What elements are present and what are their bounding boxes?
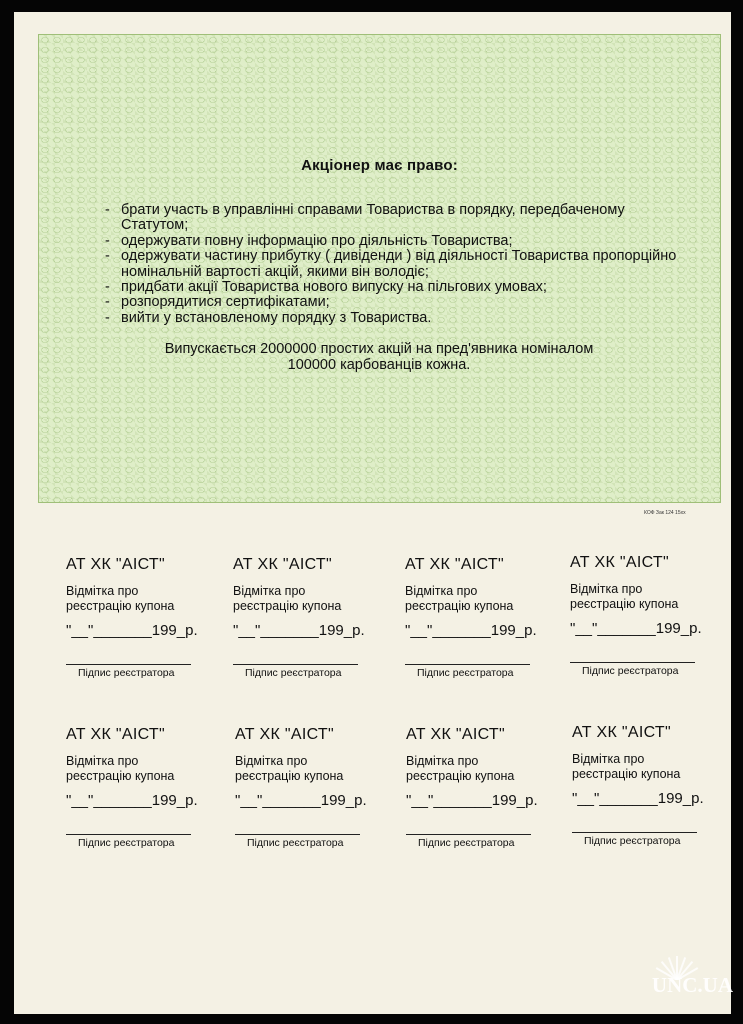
coupon-mark-line: реєстрацію купона [406,768,515,783]
emission-text [119,341,639,373]
coupon-title: АТ ХК "АІСТ" [235,726,334,743]
signature-line [406,834,531,835]
coupon [233,556,398,686]
coupon-signature-label: Підпис реєстратора [245,667,342,679]
coupon-registration-mark [233,584,341,613]
coupon-signature-label: Підпис реєстратора [584,835,681,847]
coupon-mark-line: Відмітка про [66,754,139,768]
rights-item: - придбати акції Товариства нового випуску на пільгових умовах; [105,280,685,295]
rights-item: - вийти у встановленому порядку з Товариства. [105,311,685,326]
coupon-mark-line: реєстрацію купона [233,598,342,613]
coupon-title: АТ ХК "АІСТ" [66,556,165,573]
coupon-signature-label: Підпис реєстратора [247,837,344,849]
coupon-mark-line: Відмітка про [233,584,306,598]
panel-title: Акціонер має право: [301,157,458,174]
emission-line: 100000 карбованців кожна. [287,357,471,373]
coupon [406,726,571,856]
rights-item: - розпорядитися сертифікатами; [105,295,685,310]
coupon-registration-mark [66,754,174,783]
coupon-signature-label: Підпис реєстратора [78,837,175,849]
signature-line [66,664,191,665]
coupon-registration-mark [235,754,343,783]
coupon-mark-line: Відмітка про [570,582,643,596]
coupon-title: АТ ХК "АІСТ" [406,726,505,743]
rights-item: - одержувати частину прибутку ( дивіденди ) від діяльності Товариства пропорційно номінальній вартості акцій, якими він володіє; [105,249,685,280]
coupon-registration-mark [405,584,513,613]
coupon-mark-line: реєстрацію купона [405,598,514,613]
coupon-title: АТ ХК "АІСТ" [66,726,165,743]
coupon-date-field: "__"_______199_р. [66,792,198,809]
signature-line [405,664,530,665]
coupon-date-field: "__"_______199_р. [235,792,367,809]
coupon-registration-mark [66,584,174,613]
rights-panel [38,34,721,503]
coupon-mark-line: Відмітка про [235,754,308,768]
print-mark: КОФ Зак 124 15хх [644,510,686,516]
coupon-signature-label: Підпис реєстратора [418,837,515,849]
coupon-signature-label: Підпис реєстратора [78,667,175,679]
coupon-mark-line: реєстрацію купона [572,766,681,781]
coupon-registration-mark [572,752,680,781]
coupon [66,726,231,856]
watermark-logo: UNC.UA [651,973,733,997]
coupon [572,724,737,854]
coupon-date-field: "__"_______199_р. [66,622,198,639]
signature-line [570,662,695,663]
coupon-date-field: "__"_______199_р. [572,790,704,807]
coupon-mark-line: реєстрацію купона [66,768,175,783]
coupon-mark-line: Відмітка про [66,584,139,598]
coupon-registration-mark [406,754,514,783]
coupon [66,556,231,686]
coupon-mark-line: Відмітка про [406,754,479,768]
coupon-date-field: "__"_______199_р. [570,620,702,637]
emission-line: Випускається 2000000 простих акцій на пред'явника номіналом [164,341,594,357]
coupon-mark-line: Відмітка про [405,584,478,598]
coupon-date-field: "__"_______199_р. [405,622,537,639]
coupon-title: АТ ХК "АІСТ" [405,556,504,573]
coupon-mark-line: Відмітка про [572,752,645,766]
coupon [405,556,570,686]
coupon-title: АТ ХК "АІСТ" [570,554,669,571]
coupon-signature-label: Підпис реєстратора [582,665,679,677]
coupon-title: АТ ХК "АІСТ" [572,724,671,741]
coupon-date-field: "__"_______199_р. [233,622,365,639]
rights-list [105,203,685,326]
coupon-mark-line: реєстрацію купона [235,768,344,783]
coupon-mark-line: реєстрацію купона [570,596,679,611]
coupon-registration-mark [570,582,678,611]
signature-line [235,834,360,835]
coupon-mark-line: реєстрацію купона [66,598,175,613]
coupon [570,554,735,684]
share-certificate-sheet [14,12,731,1014]
signature-line [233,664,358,665]
coupon-title: АТ ХК "АІСТ" [233,556,332,573]
signature-line [66,834,191,835]
rights-item: - брати участь в управлінні справами Товариства в порядку, передбаченому Статутом; [105,203,685,234]
signature-line [572,832,697,833]
coupon-signature-label: Підпис реєстратора [417,667,514,679]
rights-item: - одержувати повну інформацію про діяльність Товариства; [105,234,685,249]
coupon-date-field: "__"_______199_р. [406,792,538,809]
coupon [235,726,400,856]
